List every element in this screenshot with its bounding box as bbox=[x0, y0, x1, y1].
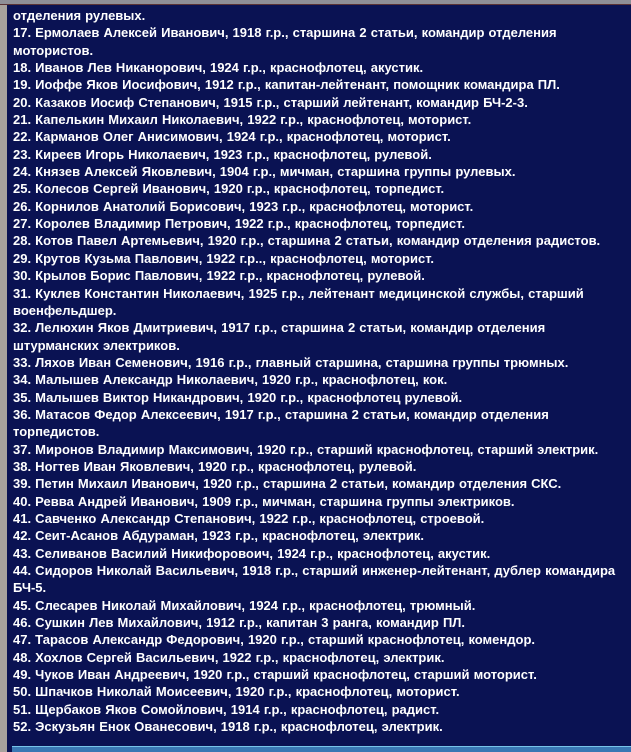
list-item: 24. Князев Алексей Яковлевич, 1904 г.р., мичман, старшина группы рулевых. bbox=[13, 164, 516, 180]
list-item: 41. Савченко Александр Степанович, 1922 г.р., краснофлотец, строевой. bbox=[13, 510, 485, 526]
left-edge-strip bbox=[0, 0, 7, 752]
list-item: 37. Миронов Владимир Максимович, 1920 г.р., старший краснофлотец, старший электрик. bbox=[13, 441, 599, 457]
list-item: 33. Ляхов Иван Семенович, 1916 г.р., главный старшина, старшина группы трюмных. bbox=[13, 354, 569, 370]
list-item: 39. Петин Михаил Иванович, 1920 г.р., старшина 2 статьи, командир отделения СКС. bbox=[13, 476, 562, 492]
list-item: 34. Малышев Александр Николаевич, 1920 г.р., краснофлотец, кок. bbox=[13, 372, 448, 388]
list-item: 30. Крылов Борис Павлович, 1922 г.р., краснофлотец, рулевой. bbox=[13, 268, 425, 284]
list-item: 36. Матасов Федор Алексеевич, 1917 г.р., старшина 2 статьи, командир отделения торпедистов. bbox=[13, 406, 549, 440]
list-item: 38. Ногтев Иван Яковлевич, 1920 г.р., краснофлотец, рулевой. bbox=[13, 458, 417, 474]
list-item: отделения рулевых. bbox=[13, 8, 146, 23]
divider-bar bbox=[12, 746, 631, 752]
list-item: 48. Хохлов Сергей Васильевич, 1922 г.р., краснофлотец, электрик. bbox=[13, 649, 445, 665]
list-item: 43. Селиванов Василий Никифоровоич, 1924 г.р., краснофлотец, акустик. bbox=[13, 545, 491, 561]
list-item: 19. Иоффе Яков Иосифович, 1912 г.р., капитан-лейтенант, помощник командира ПЛ. bbox=[13, 77, 560, 93]
list-item: 52. Эскузьян Енок Ованесович, 1918 г.р., краснофлотец, электрик. bbox=[13, 719, 443, 735]
list-item: 47. Тарасов Александр Федорович, 1920 г.р., старший краснофлотец, комендор. bbox=[13, 632, 535, 648]
list-item: 27. Королев Владимир Петрович, 1922 г.р., краснофлотец, торпедист. bbox=[13, 216, 465, 232]
list-item: 51. Щербаков Яков Сомойлович, 1914 г.р., краснофлотец, радист. bbox=[13, 701, 440, 717]
list-item: 17. Ермолаев Алексей Иванович, 1918 г.р., старшина 2 статьи, командир отделения мотористов. bbox=[13, 25, 557, 58]
list-item: 18. Иванов Лев Никанорович, 1924 г.р., краснофлотец, акустик. bbox=[13, 60, 424, 76]
list-item: 20. Казаков Иосиф Степанович, 1915 г.р., старший лейтенант, командир БЧ-2-3. bbox=[13, 94, 528, 110]
list-item: 40. Ревва Андрей Иванович, 1909 г.р., мичман, старшина группы электриков. bbox=[13, 493, 515, 509]
list-item: 46. Сушкин Лев Михайлович, 1912 г.р., капитан 3 ранга, командир ПЛ. bbox=[13, 615, 466, 631]
list-item: 32. Лелюхин Яков Дмитриевич, 1917 г.р., старшина 2 статьи, командир отделения штурманских электриков. bbox=[13, 320, 546, 353]
list-item: 49. Чуков Иван Андреевич, 1920 г.р., старший краснофлотец, старший моторист. bbox=[13, 667, 537, 683]
crew-list bbox=[0, 5, 631, 735]
list-item: 44. Сидоров Николай Васильевич, 1918 г.р., старший инженер-лейтенант, дублер командира БЧ-5. bbox=[13, 563, 616, 596]
list-item: 42. Сеит-Асанов Абдураман, 1923 г.р., краснофлотец, электрик. bbox=[13, 528, 424, 544]
list-item: 21. Капелькин Михаил Николаевич, 1922 г.р., краснофлотец, моторист. bbox=[13, 112, 472, 128]
list-item: 50. Шпачков Николай Моисеевич, 1920 г.р., краснофлотец, моторист. bbox=[13, 684, 460, 700]
list-item: 25. Колесов Сергей Иванович, 1920 г.р., краснофлотец, торпедист. bbox=[13, 181, 445, 197]
top-edge-strip bbox=[0, 0, 631, 5]
list-item: 22. Карманов Олег Анисимович, 1924 г.р., краснофлотец, моторист. bbox=[13, 129, 451, 145]
list-item: 45. Слесарев Николай Михайлович, 1924 г.р., краснофлотец, трюмный. bbox=[13, 597, 476, 613]
list-item: 28. Котов Павел Артемьевич, 1920 г.р., старшина 2 статьи, командир отделения радистов. bbox=[13, 233, 601, 249]
list-item: 31. Куклев Константин Николаевич, 1925 г.р., лейтенант медицинской службы, старший военфельдшер. bbox=[13, 285, 584, 318]
list-item: 35. Малышев Виктор Никандрович, 1920 г.р., краснофлотец рулевой. bbox=[13, 389, 463, 405]
list-item: 23. Киреев Игорь Николаевич, 1923 г.р., краснофлотец, рулевой. bbox=[13, 146, 432, 162]
list-item: 29. Крутов Кузьма Павлович, 1922 г.р.., краснофлотец, моторист. bbox=[13, 250, 435, 266]
list-item: 26. Корнилов Анатолий Борисович, 1923 г.р., краснофлотец, моторист. bbox=[13, 198, 474, 214]
